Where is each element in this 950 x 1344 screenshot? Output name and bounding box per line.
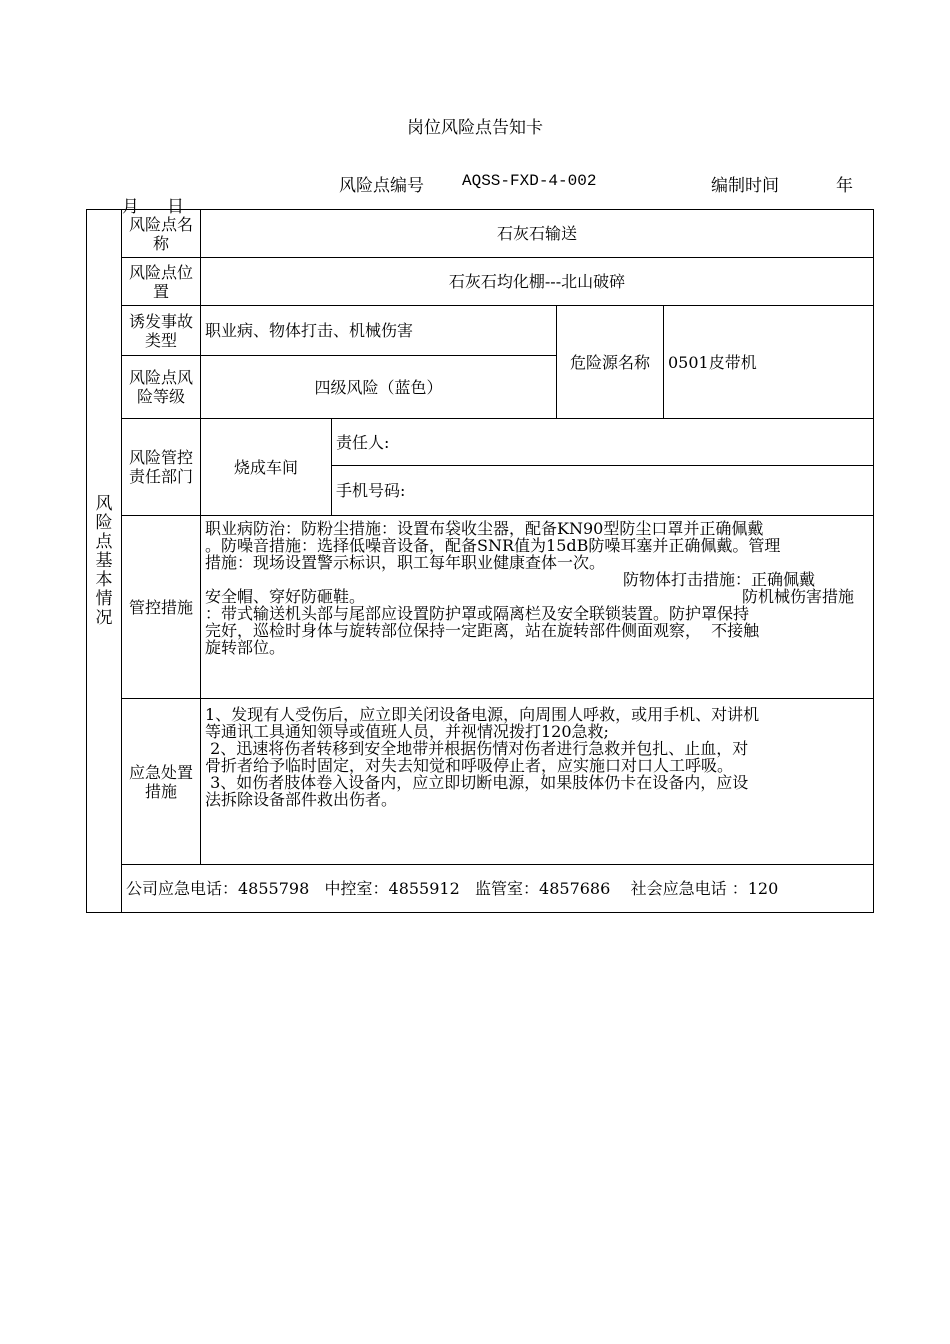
date-label: 编制时间 (711, 176, 779, 196)
control-line: ：带式输送机头部与尾部应设置防护罩或隔离栏及安全联锁装置。防护罩保持 (205, 604, 750, 623)
control-measures-label: 管控措施 (128, 597, 193, 617)
emergency-line: 3、如伤者肢体卷入设备内，应立即切断电源，如果肢体仍卡在设备内，应设 (205, 773, 749, 792)
emergency-contacts: 公司应急电话：4855798 中控室：4855912 监管室：4857686 社会应急电话 ：120 (126, 879, 779, 898)
control-line: 。防噪音措施：选择低噪音设备，配备SNR值为15dB防噪耳塞并正确佩戴。管理 (205, 536, 781, 555)
emergency-line: 2、迅速将伤者转移到安全地带并根据伤情对伤者进行急救并包扎、止血，对 (205, 739, 749, 758)
page-title: 岗位风险点告知卡 (407, 118, 543, 138)
control-line: 完好，巡检时身体与旋转部位保持一定距离，站在旋转部件侧面观察， 不接触 (205, 621, 760, 640)
control-line: 防物体打击措施：正确佩戴 (623, 570, 816, 589)
hazard-source-value: 0501皮带机 (668, 352, 757, 372)
emergency-measures-text (205, 706, 871, 856)
control-line: 安全帽、穿好防砸鞋。 (205, 587, 366, 606)
emergency-line: 1、发现有人受伤后，应立即关闭设备电源，向周围人呼救，或用手机、对讲机 (205, 705, 760, 724)
code-label: 风险点编号 (339, 176, 424, 196)
side-label: 风险点基本情况 (95, 494, 113, 628)
control-line: 措施：现场设置警示标识，职工每年职业健康查体一次。 (205, 553, 606, 572)
month-label: 月 (122, 197, 139, 217)
control-line: 旋转部位。 (205, 638, 286, 657)
divider (121, 515, 874, 516)
control-line: 防机械伤害措施 (741, 587, 854, 606)
risk-level-label: 风险点风险等级 (128, 368, 193, 406)
risk-level-value: 四级风险（蓝色） (314, 377, 443, 397)
control-line: 职业病防治：防粉尘措施：设置布袋收尘器，配备KN90型防尘口罩并正确佩戴 (205, 519, 764, 538)
control-dept-label: 风险管控责任部门 (128, 448, 193, 486)
accident-type-label: 诱发事故类型 (128, 311, 193, 350)
risk-location-label: 风险点位置 (128, 262, 193, 301)
emergency-line: 法拆除设备部件救出伤者。 (205, 790, 398, 809)
emergency-measures-label: 应急处置措施 (128, 762, 193, 801)
divider (121, 698, 874, 699)
risk-name-label: 风险点名称 (128, 214, 193, 253)
emergency-line: 骨折者给予临时固定，对失去知觉和呼吸停止者，应实施口对口人工呼吸。 (205, 756, 734, 775)
year-label: 年 (836, 176, 853, 196)
risk-name-value: 石灰石输送 (496, 224, 577, 243)
accident-type-value: 职业病、物体打击、机械伤害 (205, 321, 414, 340)
responsible-person-field: 责任人: (336, 432, 390, 452)
code-value: AQSS-FXD-4-002 (462, 172, 597, 190)
risk-location-value: 石灰石均化棚---北山破碎 (448, 272, 626, 291)
hazard-source-label: 危险源名称 (569, 352, 650, 372)
day-label: 日 (167, 197, 184, 217)
control-dept-value: 烧成车间 (233, 457, 298, 477)
emergency-line: 等通讯工具通知领导或值班人员，并视情况拨打120急救; (205, 722, 609, 741)
phone-number-field: 手机号码: (336, 481, 406, 500)
control-measures-text (205, 520, 871, 696)
